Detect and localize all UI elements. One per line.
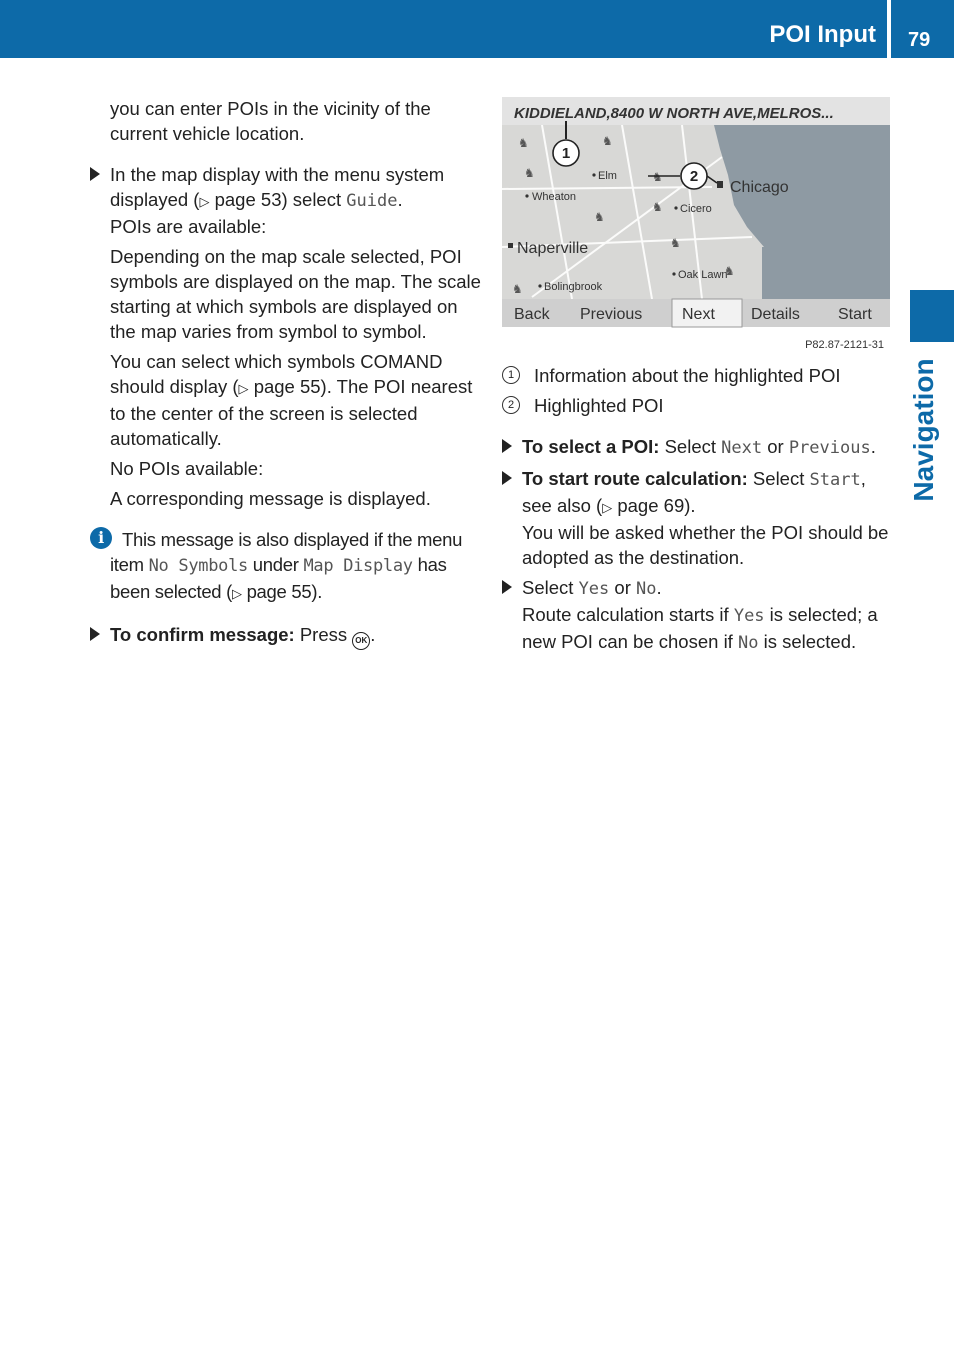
section-title: POI Input	[769, 21, 876, 48]
highlighted-poi-marker	[717, 181, 723, 188]
poi-dog-icon: ♞	[652, 200, 663, 214]
route-calc-result: You will be asked whether the POI should be adopted as the destination.	[522, 522, 889, 568]
poi-dog-icon: ♞	[594, 210, 605, 224]
bullet-arrow-icon	[502, 471, 512, 485]
code-start: Start	[809, 470, 861, 490]
bullet-arrow-icon	[90, 627, 100, 641]
poi-dog-icon: ♞	[670, 236, 681, 250]
bullet-arrow-icon	[90, 167, 100, 181]
select-symbols-paragraph: You can select which symbols COMAND should display (▷ page 55). The POI nearest to the center of the screen is selected automatically.	[110, 351, 473, 449]
side-tab-label: Navigation	[908, 358, 939, 502]
map-back-button[interactable]: Back	[514, 306, 550, 323]
map-address-title: KIDDIELAND,8400 W NORTH AVE,MELROS...	[514, 105, 834, 122]
page-ref-arrow-icon: ▷	[232, 586, 242, 601]
svg-text:1: 1	[561, 145, 571, 162]
code-no-symbols: No Symbols	[148, 556, 248, 576]
page-ref-arrow-icon: ▷	[602, 500, 613, 515]
step-select-poi: To select a POI: Select Next or Previous.	[502, 434, 897, 461]
step-open-guide: In the map display with the menu system displayed (▷ page 53) select Guide. POIs are available:	[90, 162, 482, 239]
legend-number-1: 1	[502, 366, 520, 384]
map-display	[502, 97, 890, 355]
place-bolingbrook: Bolingbrook	[544, 281, 603, 293]
map-next-button[interactable]: Next	[682, 306, 715, 323]
left-column	[90, 96, 482, 650]
message-paragraph: A corresponding message is displayed.	[110, 488, 431, 509]
poi-dog-icon: ♞	[524, 166, 535, 180]
scale-paragraph: Depending on the map scale selected, POI symbols are displayed on the map. The scale starting at which symbols are displayed on the map varies from symbol to symbol.	[110, 246, 481, 342]
place-naperville: Naperville	[517, 240, 589, 257]
ok-button-icon: OK	[352, 632, 370, 650]
step-route-calculation: To start route calculation: Select Start, see also (▷ page 69). You will be asked whether the POI should be adopted as the destination.	[502, 466, 897, 570]
bullet-arrow-icon	[502, 580, 512, 594]
poi-dog-icon: ♞	[518, 136, 529, 150]
map-details-button[interactable]: Details	[751, 306, 800, 323]
code-next: Next	[721, 438, 763, 458]
header-bar	[0, 0, 954, 58]
code-no: No	[636, 579, 657, 599]
poi-dog-icon: ♞	[724, 264, 735, 278]
page-ref-arrow-icon: ▷	[238, 381, 249, 396]
poi-dog-icon: ♞	[512, 282, 523, 296]
code-yes: Yes	[733, 606, 765, 626]
place-oak-lawn: Oak Lawn	[678, 269, 728, 281]
map-start-button[interactable]: Start	[838, 306, 872, 323]
step-select-yes-no: Select Yes or No. Route calculation starts if Yes is selected; a new POI can be chosen if No is selected.	[502, 575, 897, 656]
code-no: No	[737, 633, 759, 653]
place-wheaton: Wheaton	[532, 191, 577, 203]
figure-ref-code: P82.87-2121-31	[805, 339, 884, 351]
code-yes: Yes	[578, 579, 610, 599]
info-note: i This message is also displayed if the menu item No Symbols under Map Display has been selected (▷ page 55).	[90, 527, 482, 606]
place-elm: Elm	[598, 170, 617, 182]
legend-item-1: 1 Information about the highlighted POI	[502, 363, 897, 388]
page-number: 79	[908, 29, 931, 51]
code-previous: Previous	[788, 438, 871, 458]
header-divider	[887, 0, 891, 58]
info-icon: i	[90, 527, 112, 549]
bullet-arrow-icon	[502, 439, 512, 453]
step-confirm-message: To confirm message: Press OK .	[90, 622, 482, 650]
intro-paragraph: you can enter POIs in the vicinity of the current vehicle location.	[110, 98, 431, 144]
legend-number-2: 2	[502, 396, 520, 414]
code-guide: Guide	[346, 191, 398, 211]
code-map-display: Map Display	[303, 556, 413, 576]
step-result: POIs are available:	[110, 216, 267, 237]
svg-text:2: 2	[689, 168, 699, 185]
legend-item-2: 2 Highlighted POI	[502, 393, 897, 418]
map-previous-button[interactable]: Previous	[580, 306, 643, 323]
right-column	[502, 363, 897, 656]
page-ref-arrow-icon: ▷	[199, 194, 210, 209]
place-cicero: Cicero	[680, 203, 712, 215]
poi-dog-icon: ♞	[652, 170, 663, 184]
place-chicago: Chicago	[730, 179, 789, 196]
poi-dog-icon: ♞	[602, 134, 613, 148]
no-pois-label: No POIs available:	[110, 458, 264, 479]
map-screenshot-figure	[502, 97, 890, 355]
